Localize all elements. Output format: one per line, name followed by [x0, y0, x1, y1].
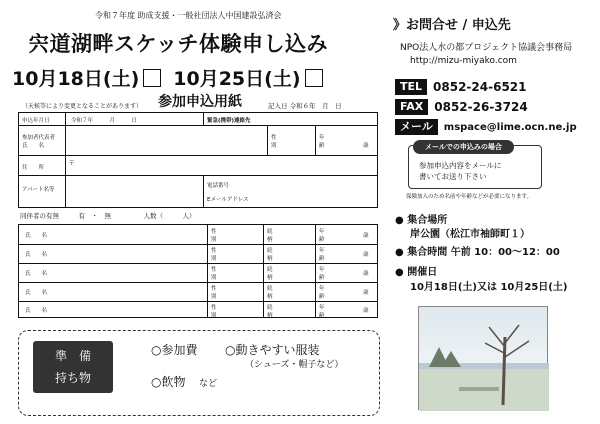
insurance-note: 保険加入のため名前や年齢などが必要になります。 — [406, 194, 533, 200]
comp-sai-1: 歳 — [363, 233, 369, 239]
comp-age-4: 年 齢 — [319, 286, 325, 300]
prep-item-drink-sub: など — [199, 379, 218, 389]
mail-row — [395, 119, 577, 135]
sex-label: 性 別 — [271, 135, 277, 149]
mail-label: メール — [395, 119, 438, 135]
apt-label: アパート名等 — [22, 187, 55, 193]
fax-number: 0852-26-3724 — [434, 100, 528, 114]
emergency-label: 緊急(携帯)連絡先 — [207, 118, 251, 124]
mail-instructions-box — [408, 145, 542, 189]
organizer-line: 令和７年度 助成支援・一般社団法人中国建設弘済会 — [95, 11, 282, 20]
sai-label: 歳 — [363, 143, 369, 149]
comp-rel-2: 続 柄 — [267, 248, 273, 262]
comp-rel-4: 続 柄 — [267, 286, 273, 300]
date-options — [12, 64, 329, 91]
prep-item-clothes: ○動きやすい服装 — [225, 343, 320, 357]
comp-sex-5: 性 別 — [211, 305, 217, 319]
companion-line: 同伴者の有無 有 ・ 無 人数（ 人） — [20, 212, 196, 220]
form-title: 参加申込用紙 — [158, 94, 242, 110]
prep-item-fee: ○参加費 — [151, 343, 198, 357]
contact-heading: 》お問合せ / 申込先 — [393, 18, 511, 33]
meeting-time: ● 集合時間 午前 10：00～12：00 — [395, 247, 560, 258]
comp-sex-4: 性 別 — [211, 286, 217, 300]
mail-box-text-2: 書いてお送り下さい — [419, 172, 487, 181]
watercolor-sketch-image — [418, 306, 548, 410]
comp-sai-2: 歳 — [363, 252, 369, 258]
comp-age-3: 年 齢 — [319, 267, 325, 281]
comp-rel-5: 続 柄 — [267, 305, 273, 319]
comp-sex-1: 性 別 — [211, 229, 217, 243]
fax-row — [395, 99, 528, 115]
address-label: 住 所 — [22, 165, 45, 171]
date-option-1: 10月18日(土) — [12, 68, 140, 90]
npo-name: NPO法人水の都プロジェクト協議会事務局 — [400, 43, 573, 53]
date-option-2: 10月25日(土) — [173, 68, 301, 90]
applicant-form-table — [18, 112, 378, 208]
website-link[interactable]: http://mizu-miyako.com — [410, 56, 517, 66]
tel-number[interactable]: 0852-24-6521 — [433, 80, 527, 94]
tel-row — [395, 79, 527, 95]
mail-box-heading: メールでの申込みの場合 — [413, 140, 514, 154]
comp-rel-3: 続 柄 — [267, 267, 273, 281]
comp-age-1: 年 齢 — [319, 229, 325, 243]
meeting-place-heading: ● 集合場所 — [395, 215, 448, 226]
rep-name-label: 参加者代表者 氏 名 — [22, 135, 56, 149]
event-dates: 10月18日(土)又は 10月25日(土) — [410, 282, 568, 293]
preparation-box — [18, 330, 380, 416]
prep-label: 準 備 持ち物 — [33, 341, 113, 393]
comp-sai-4: 歳 — [363, 290, 369, 296]
apply-date-label: 申込年月日 — [22, 118, 50, 124]
mail-address[interactable]: mspace@lime.ocn.ne.jp — [443, 121, 577, 133]
date-2-checkbox[interactable] — [305, 69, 323, 87]
reiwa-date: 令和７年 月 日 — [71, 118, 138, 124]
comp-age-5: 年 齢 — [319, 305, 325, 319]
entry-date: 記入日 令和６年 月 日 — [268, 102, 342, 110]
fax-label: FAX — [395, 99, 428, 115]
mail-box-text — [419, 160, 501, 182]
comp-sex-2: 性 別 — [211, 248, 217, 262]
date-1-checkbox[interactable] — [143, 69, 161, 87]
tel-label: TEL — [395, 79, 427, 95]
phone-label: 電話番号 — [207, 183, 230, 189]
comp-age-2: 年 齢 — [319, 248, 325, 262]
prep-item-clothes-sub: （シューズ・帽子など） — [245, 360, 344, 370]
comp-rel-1: 続 柄 — [267, 229, 273, 243]
age-label: 年 齢 — [319, 135, 325, 149]
comp-name-3: 氏 名 — [25, 271, 48, 277]
comp-sai-3: 歳 — [363, 271, 369, 277]
comp-name-5: 氏 名 — [25, 308, 48, 314]
comp-sex-3: 性 別 — [211, 267, 217, 281]
weather-note: （天候等により変更となることがあります） — [22, 103, 143, 110]
comp-name-4: 氏 名 — [25, 290, 48, 296]
mail-box-text-1: 参加申込内容をメールに — [419, 161, 502, 170]
prep-item-drink: ○飲物 — [151, 375, 186, 389]
event-date-heading: ● 開催日 — [395, 267, 438, 278]
comp-name-2: 氏 名 — [25, 252, 48, 258]
comp-sai-5: 歳 — [363, 308, 369, 314]
companion-table — [18, 224, 378, 318]
meeting-place: 岸公園（松江市袖師町１） — [410, 229, 530, 240]
email-label: Eメールアドレス — [207, 197, 249, 203]
comp-name-1: 氏 名 — [25, 233, 48, 239]
postal-mark: 〒 — [69, 161, 75, 167]
page-title: 宍道湖畔スケッチ体験申し込み — [28, 32, 328, 56]
